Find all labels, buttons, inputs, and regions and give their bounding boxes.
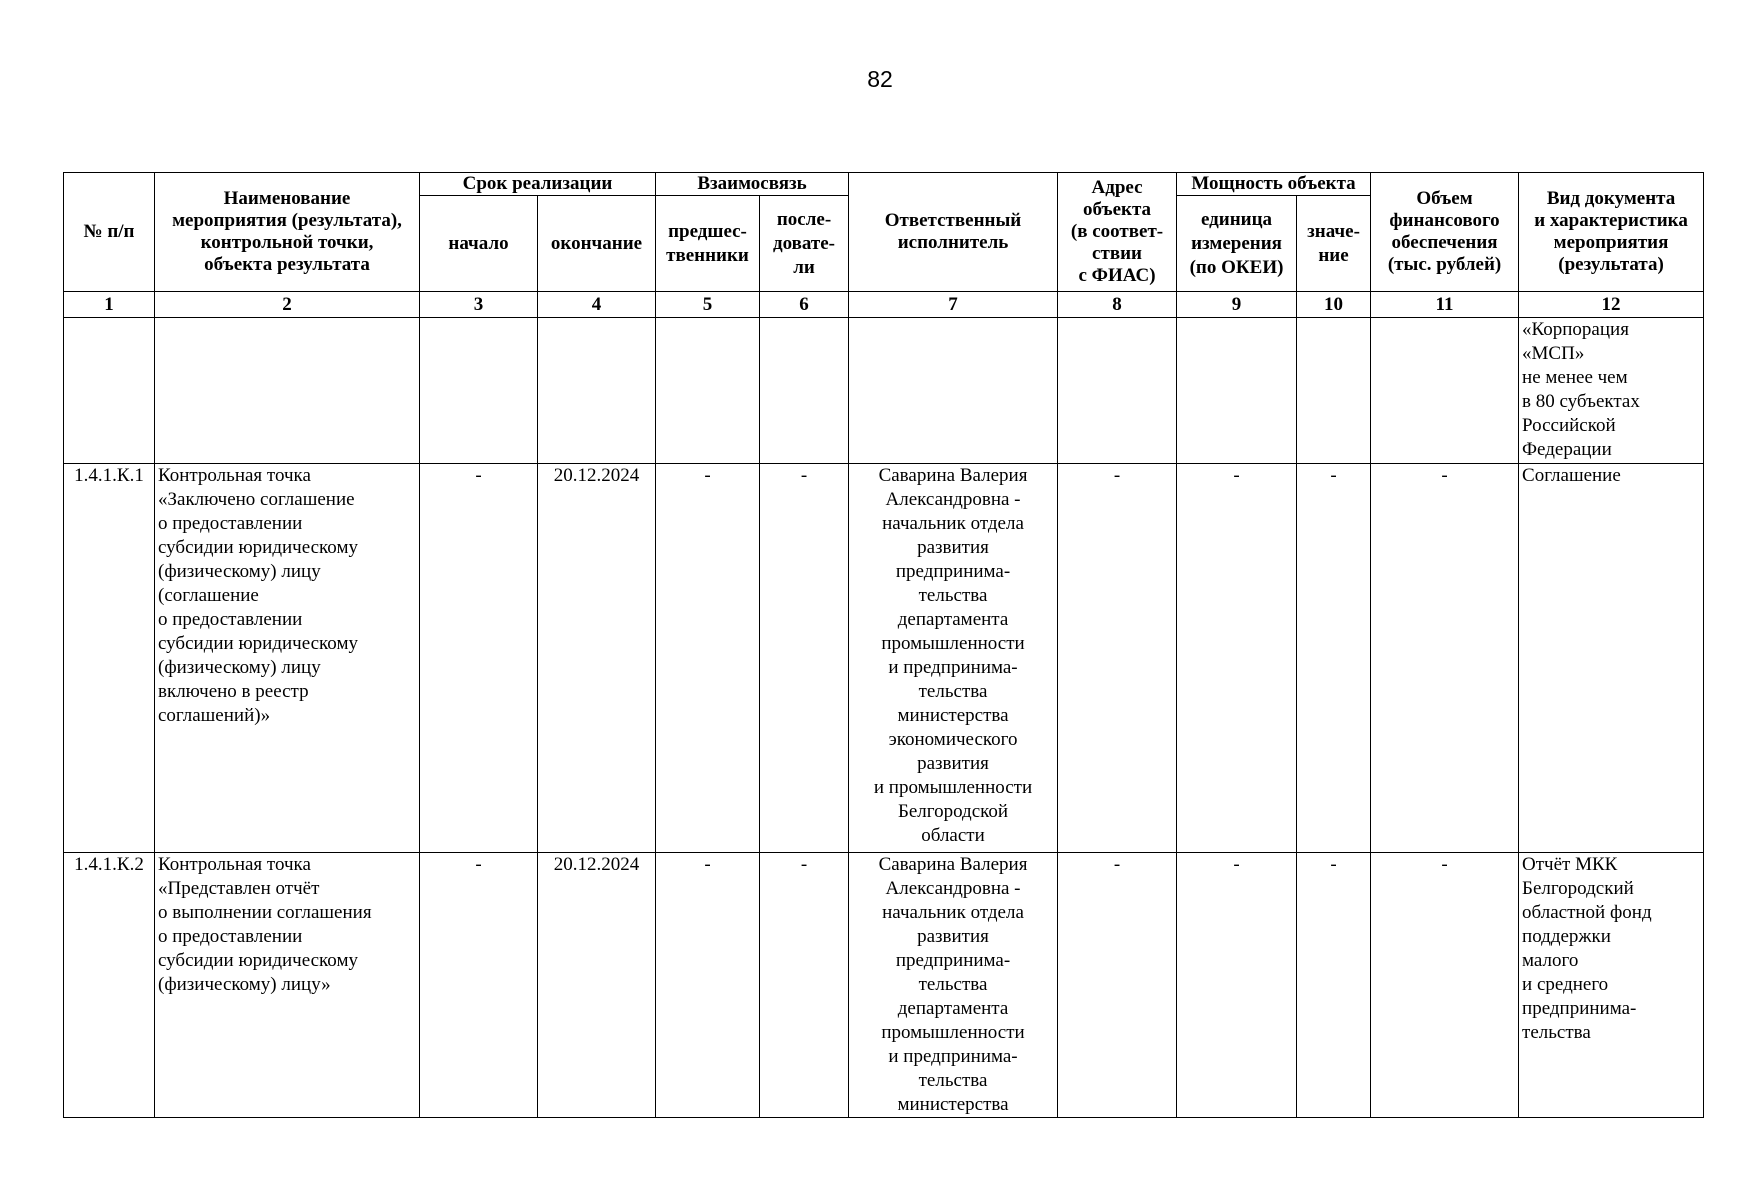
cell-empty — [760, 318, 849, 464]
cell-empty — [1058, 318, 1177, 464]
cell-empty — [1297, 318, 1371, 464]
column-number: 12 — [1519, 292, 1704, 318]
cell-predecessors: - — [656, 464, 760, 853]
cell-document: «Корпорация «МСП» не менее чем в 80 субъектах Российской Федерации — [1519, 318, 1704, 464]
cell-number: 1.4.1.К.1 — [64, 464, 155, 853]
cell-address: - — [1058, 464, 1177, 853]
table-row-continuation — [64, 318, 1704, 464]
column-number: 3 — [420, 292, 538, 318]
page-number: 82 — [867, 66, 893, 92]
table-row — [64, 464, 1704, 853]
cell-empty — [656, 318, 760, 464]
cell-finance: - — [1371, 464, 1519, 853]
header-end: окончание — [538, 196, 656, 292]
cell-empty — [1371, 318, 1519, 464]
header-address: Адрес объекта (в соответ- ствии с ФИАС) — [1058, 173, 1177, 292]
header-power-group: Мощность объекта — [1177, 173, 1371, 196]
cell-responsible: Саварина Валерия Александровна - начальник отдела развития предпринима- тельства департамента промышленности и предпринима- тельства министерства экономического развития и промышленности Белгородской области — [849, 464, 1058, 853]
cell-name: Контрольная точка «Представлен отчёт о выполнении соглашения о предоставлении субсидии юридическому (физическому) лицу» — [155, 853, 420, 1118]
cell-responsible: Саварина Валерия Александровна - начальник отдела развития предпринима- тельства департамента промышленности и предпринима- тельства министерства — [849, 853, 1058, 1118]
header-term-group: Срок реализации — [420, 173, 656, 196]
header-link-group: Взаимосвязь — [656, 173, 849, 196]
cell-value: - — [1297, 853, 1371, 1118]
column-number: 10 — [1297, 292, 1371, 318]
column-number-row — [64, 292, 1704, 318]
cell-empty — [420, 318, 538, 464]
column-number: 6 — [760, 292, 849, 318]
cell-predecessors: - — [656, 853, 760, 1118]
column-number: 9 — [1177, 292, 1297, 318]
cell-address: - — [1058, 853, 1177, 1118]
header-start: начало — [420, 196, 538, 292]
cell-end: 20.12.2024 — [538, 464, 656, 853]
table-row — [64, 853, 1704, 1118]
column-number: 11 — [1371, 292, 1519, 318]
header-name: Наименование мероприятия (результата), контрольной точки, объекта результата — [155, 173, 420, 292]
cell-successors: - — [760, 464, 849, 853]
header-document: Вид документа и характеристика мероприятия (результата) — [1519, 173, 1704, 292]
cell-name: Контрольная точка «Заключено соглашение о предоставлении субсидии юридическому (физическому) лицу (соглашение о предоставлении субсидии юридическому (физическому) лицу включено в реестр соглашений)» — [155, 464, 420, 853]
header-responsible: Ответственный исполнитель — [849, 173, 1058, 292]
column-number: 2 — [155, 292, 420, 318]
cell-end: 20.12.2024 — [538, 853, 656, 1118]
cell-empty — [64, 318, 155, 464]
cell-finance: - — [1371, 853, 1519, 1118]
implementation-plan-table — [63, 172, 1704, 1118]
column-number: 1 — [64, 292, 155, 318]
header-value: значе- ние — [1297, 196, 1371, 292]
cell-empty — [538, 318, 656, 464]
cell-start: - — [420, 464, 538, 853]
cell-empty — [849, 318, 1058, 464]
cell-start: - — [420, 853, 538, 1118]
cell-document: Отчёт МКК Белгородский областной фонд поддержки малого и среднего предпринима- тельства — [1519, 853, 1704, 1118]
header-finance: Объем финансового обеспечения (тыс. рублей) — [1371, 173, 1519, 292]
cell-number: 1.4.1.К.2 — [64, 853, 155, 1118]
cell-empty — [155, 318, 420, 464]
header-predecessors: предшес- твенники — [656, 196, 760, 292]
cell-successors: - — [760, 853, 849, 1118]
cell-value: - — [1297, 464, 1371, 853]
header-number: № п/п — [64, 173, 155, 292]
column-number: 5 — [656, 292, 760, 318]
header-successors: после- довате- ли — [760, 196, 849, 292]
cell-empty — [1177, 318, 1297, 464]
header-unit: единица измерения (по ОКЕИ) — [1177, 196, 1297, 292]
cell-document: Соглашение — [1519, 464, 1704, 853]
column-number: 4 — [538, 292, 656, 318]
column-number: 8 — [1058, 292, 1177, 318]
header-row-top — [64, 173, 1704, 196]
column-number: 7 — [849, 292, 1058, 318]
cell-unit: - — [1177, 853, 1297, 1118]
cell-unit: - — [1177, 464, 1297, 853]
